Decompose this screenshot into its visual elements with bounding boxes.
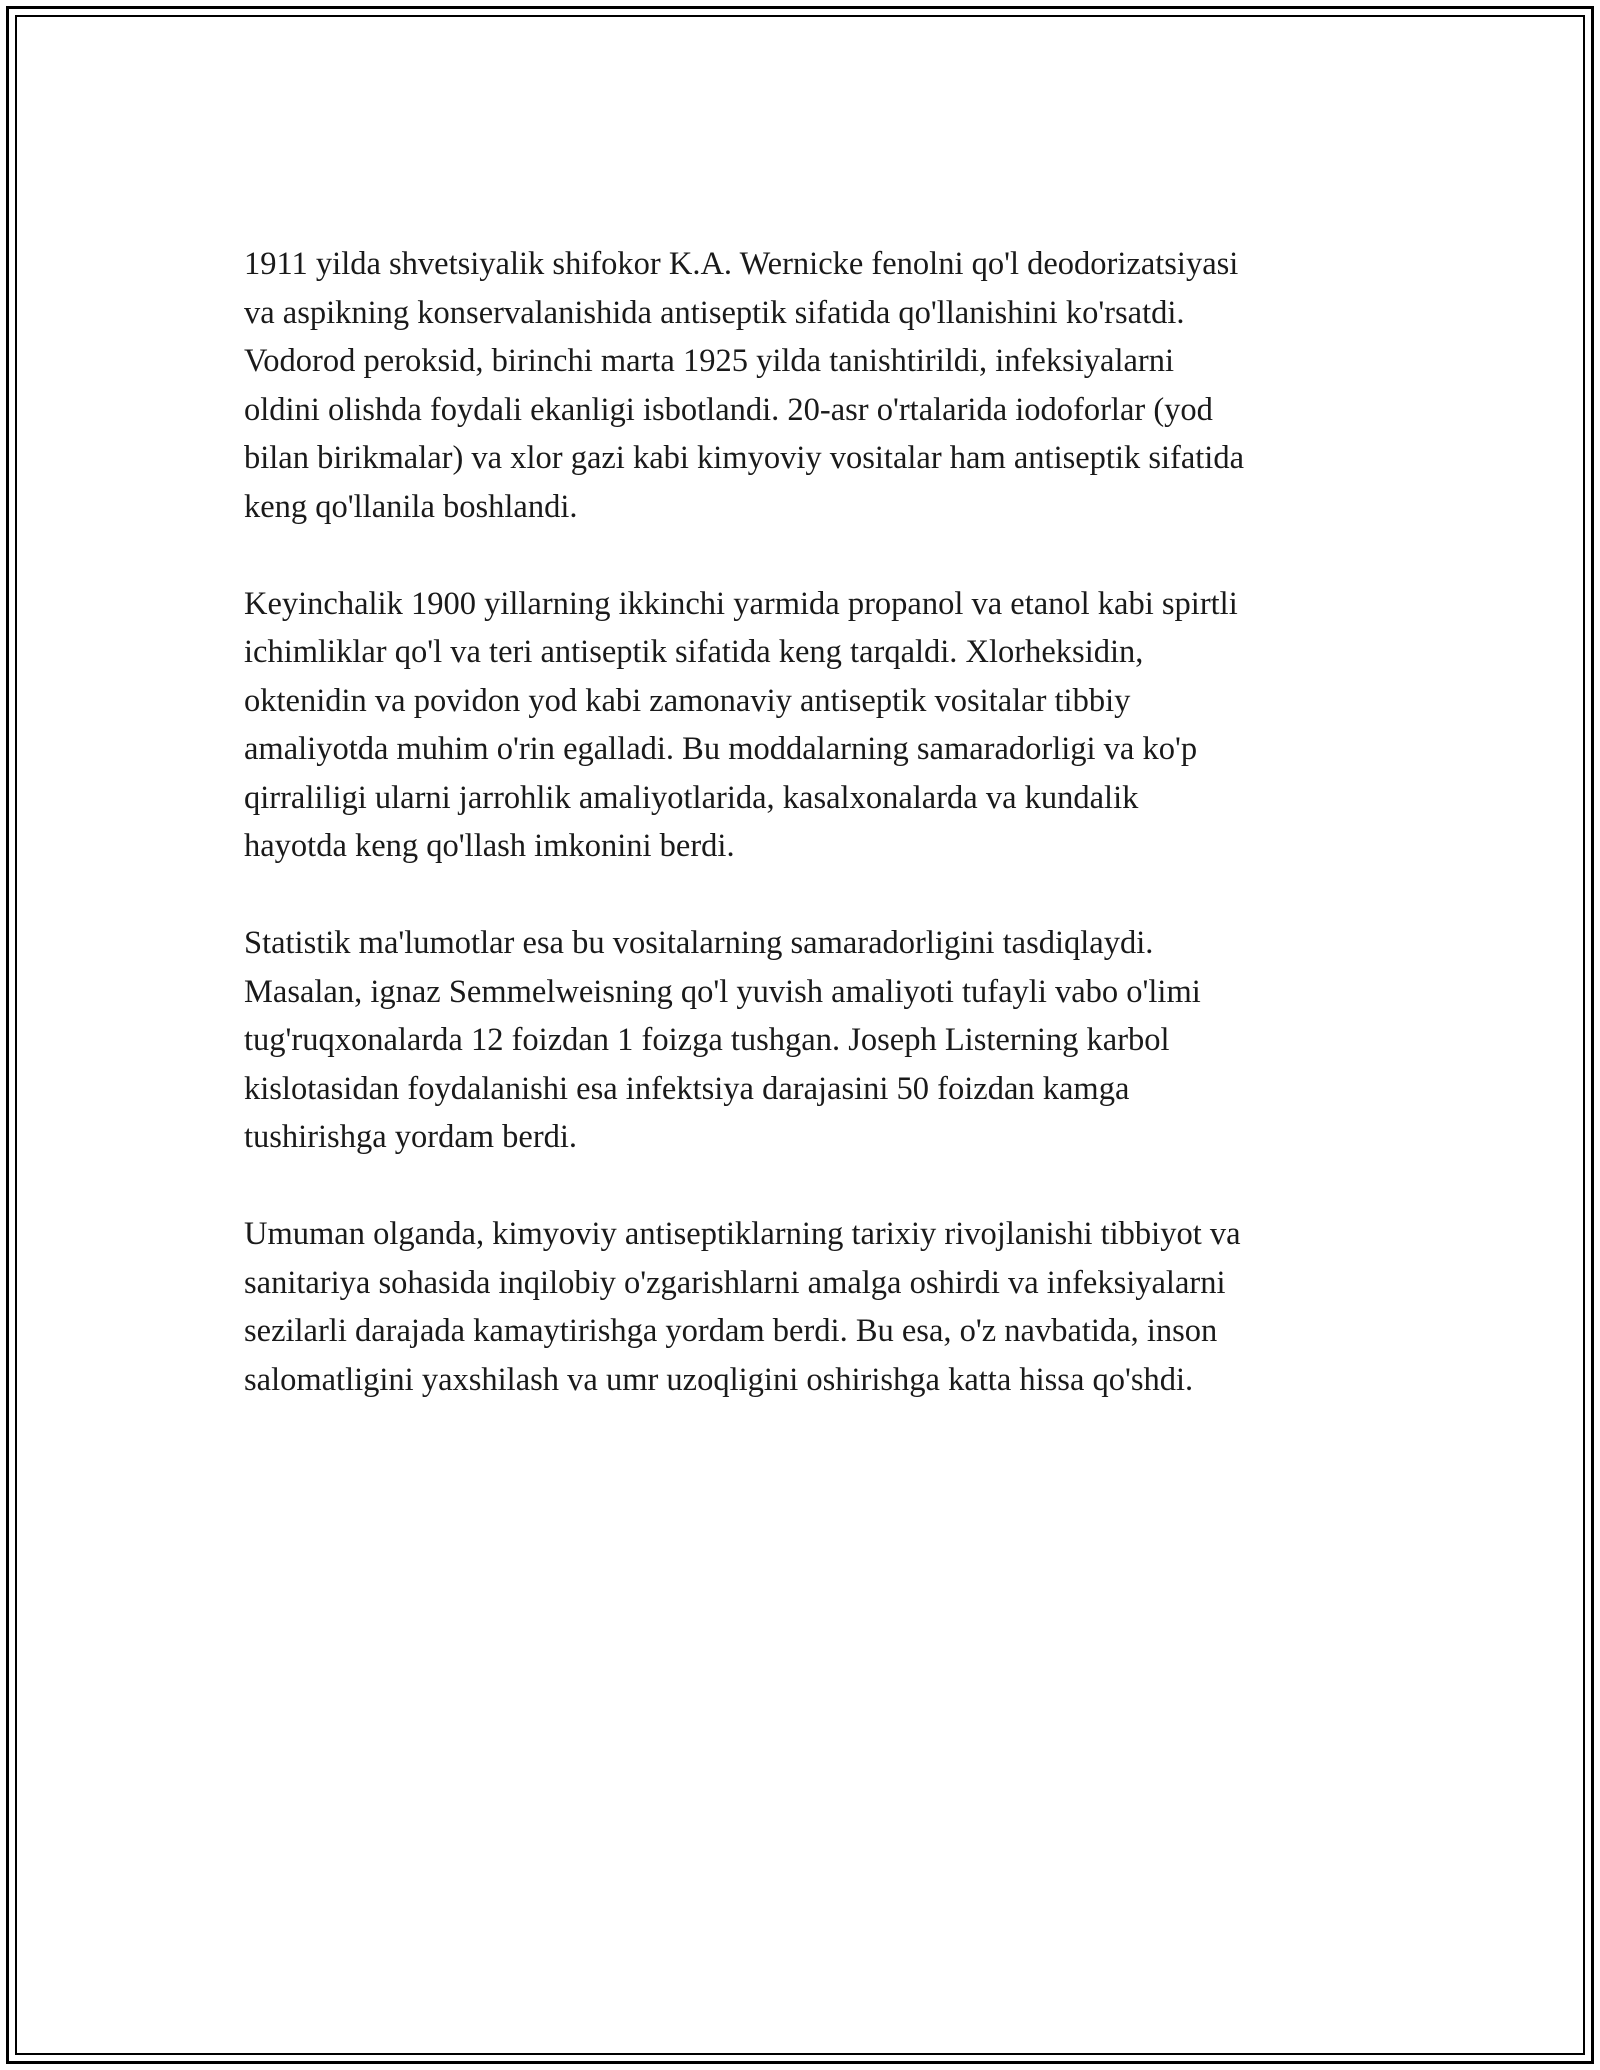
- text-line: sanitariya sohasida inqilobiy o'zgarishlarni amalga oshirdi va infeksiyalarni: [244, 1264, 1226, 1301]
- text-line: Umuman olganda, kimyoviy antiseptiklarning tarixiy rivojlanishi tibbiyot va: [244, 1216, 1241, 1252]
- text-line: tushirishga yordam berdi.: [244, 1119, 578, 1155]
- text-line: oktenidin va povidon yod kabi zamonaviy antiseptik vositalar tibbiy: [244, 682, 1131, 719]
- page-border: [6, 6, 1594, 2064]
- paragraph-1: [244, 240, 1404, 531]
- paragraph-2: [244, 580, 1404, 871]
- text-line: kislotasidan foydalanishi esa infektsiya darajasini 50 foizdan kamga: [244, 1070, 1130, 1107]
- text-line: oldini olishda foydali ekanligi isbotlandi. 20-asr o'rtalarida iodoforlar (yod: [244, 391, 1213, 428]
- text-line: ichimliklar qo'l va teri antiseptik sifatida keng tarqaldi. Xlorheksidin,: [244, 634, 1144, 670]
- text-line: hayotda keng qo'llash imkonini berdi.: [244, 828, 735, 864]
- text-line: Keyinchalik 1900 yillarning ikkinchi yarmida propanol va etanol kabi spirtli: [244, 585, 1238, 622]
- text-line: amaliyotda muhim o'rin egalladi. Bu moddalarning samaradorligi va ko'p: [244, 731, 1198, 767]
- text-line: salomatligini yaxshilash va umr uzoqligini oshirishga katta hissa qo'shdi.: [244, 1361, 1194, 1398]
- text-line: 1911 yilda shvetsiyalik shifokor K.A. Wernicke fenolni qo'l deodorizatsiyasi: [244, 246, 1239, 282]
- text-line: bilan birikmalar) va xlor gazi kabi kimyoviy vositalar ham antiseptik sifatida: [244, 440, 1245, 476]
- text-line: Statistik ma'lumotlar esa bu vositalarning samaradorligini tasdiqlaydi.: [244, 925, 1154, 961]
- text-line: keng qo'llanila boshlandi.: [244, 488, 578, 525]
- text-line: Masalan, ignaz Semmelweisning qo'l yuvish amaliyoti tufayli vabo o'limi: [244, 973, 1201, 1010]
- text-line: qirraliligi ularni jarrohlik amaliyotlarida, kasalxonalarda va kundalik: [244, 779, 1139, 816]
- text-line: sezilarli darajada kamaytirishga yordam berdi. Bu esa, o'z navbatida, inson: [244, 1313, 1218, 1349]
- text-line: Vodorod peroksid, birinchi marta 1925 yilda tanishtirildi, infeksiyalarni: [244, 343, 1174, 379]
- text-line: tug'ruqxonalarda 12 foizdan 1 foizga tushgan. Joseph Listerning karbol: [244, 1022, 1170, 1058]
- document-body: [244, 240, 1404, 1453]
- paragraph-4: [244, 1210, 1404, 1404]
- paragraph-3: [244, 919, 1404, 1162]
- text-line: va aspikning konservalanishida antiseptik sifatida qo'llanishini ko'rsatdi.: [244, 294, 1185, 331]
